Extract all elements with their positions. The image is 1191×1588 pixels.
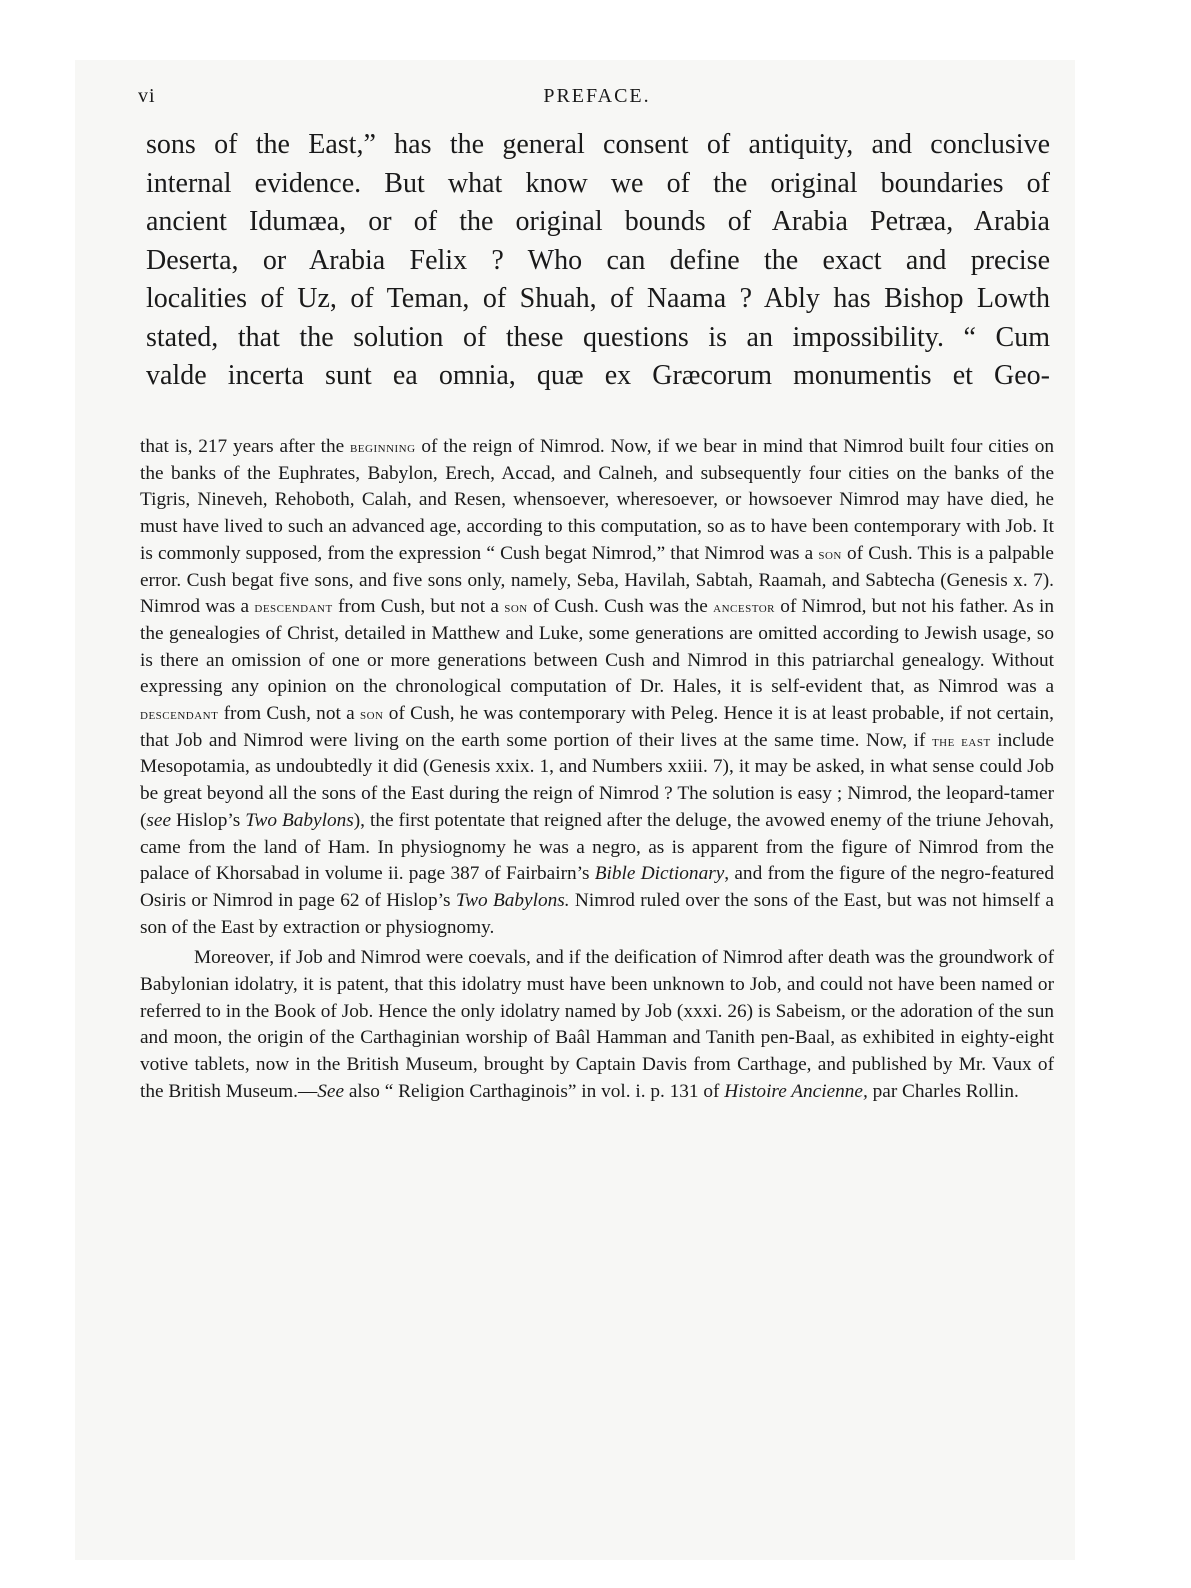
text-run: Hislop’s	[171, 809, 246, 831]
main-text-line: localities of Uz, of Teman, of Shuah, of Naama ? Ably has Bishop Lowth	[146, 283, 1050, 314]
small-caps-run: the east	[931, 730, 991, 750]
running-head	[138, 85, 1056, 111]
text-run: , and from the figure of the negro-featured Osiris or Nimrod in page 62 of Hislop’s	[140, 863, 1054, 911]
italic-run: Two Babylons.	[455, 889, 570, 911]
main-text-line: sons of the East,” has the general consent of antiquity, and conclusive	[146, 129, 1050, 160]
italic-run: Bible Dictionary	[594, 863, 725, 885]
footnote	[140, 434, 1054, 1106]
italic-run: Histoire Ancienne,	[724, 1080, 868, 1102]
main-text-line: internal evidence. But what know we of the original boundaries of	[146, 167, 1050, 199]
text-run: of Cush, he was contemporary with Peleg. Hence it is at least probable, if not certain, that Job and Nimrod were living on the earth some portion of their lives at the same time. Now, if	[140, 703, 1054, 751]
text-run: Moreover, if Job and Nimrod were coevals, and if the deification of Nimrod after death was the groundwork of Babylonian idolatry, it is patent, that this idolatry must have been unknown to Job, and could not have been named or referred to in the Book of Job. Hence the only idolatry named by Job (xxxi. 26) is Sabeism, or the adoration of the sun and moon, the origin of the Carthaginian worship of Baâl Hamman and Tanith pen-Baal, as exhibited in eighty-eight votive tablets, now in the British Museum, brought by Captain Davis from Carthage, and published by Mr. Vaux of the British Museum.—	[140, 947, 1054, 1102]
text-run: of Cush. This is a palpable error. Cush begat five sons, and five sons only, namely, Seba, Havilah, Sabtah, Raamah, and Sabtecha (Genesis x. 7). Nimrod was a	[140, 542, 1054, 618]
main-text-line: ancient Idumæa, or of the original bounds of Arabia Petræa, Arabia	[146, 206, 1050, 237]
text-run: from Cush, but not a	[332, 596, 505, 618]
main-text-line: valde incerta sunt ea omnia, quæ ex Græcorum monumentis et Geo-	[146, 360, 1050, 391]
small-caps-run: son	[818, 543, 842, 563]
page-number: vi	[138, 85, 156, 107]
text-run: par Charles Rollin.	[867, 1080, 1019, 1102]
text-run: ), the first potentate that reigned after the deluge, the avowed enemy of the triune Jehovah, came from the land of Ham. In physiognomy he was a negro, as is apparent from the figure of Nimrod from the palace of Khorsabad in volume ii. page 387 of Fairbairn’s	[140, 809, 1054, 885]
text-run: include Mesopotamia, as undoubtedly it did (Genesis xxix. 1, and Numbers xxiii. 7), it may be asked, in what sense could Job be great beyond all the sons of the East during the reign of Nimrod ? The solution is easy ; Nimrod, the leopard-tamer (	[140, 729, 1055, 831]
italic-run: see	[146, 809, 172, 831]
main-text-line: stated, that the solution of these questions is an impossibility. “ Cum	[146, 321, 1050, 353]
small-caps-run: son	[359, 704, 384, 724]
small-caps-run: beginning	[349, 437, 416, 456]
text-run: Nimrod ruled over the sons of the East, but was not himself a son of the East by extraction or physiognomy.	[140, 889, 1054, 938]
main-text	[146, 126, 1050, 396]
italic-run: Two Babylons	[245, 809, 354, 831]
footnote-paragraph-2	[140, 945, 1054, 1105]
small-caps-run: descendant	[140, 704, 219, 724]
footnote-paragraph-1	[140, 434, 1054, 941]
text-run: also “ Religion Carthaginois” in vol. i. p. 131 of	[344, 1080, 725, 1102]
text-run: of Nimrod, but not his father. As in the genealogies of Christ, detailed in Matthew and Luke, some generations are omitted according to Jewish usage, so is there an omission of one or more generations between Cush and Nimrod in this patriarchal genealogy. Without expressing any opinion on the chronological computation of Dr. Hales, it is self-evident that, as Nimrod was a	[140, 596, 1054, 698]
running-title: PREFACE.	[543, 85, 651, 107]
main-text-line: Deserta, or Arabia Felix ? Who can define the exact and precise	[146, 244, 1050, 276]
text-run: that is, 217 years after the	[140, 436, 350, 457]
small-caps-run: ancestor	[713, 597, 776, 617]
text-run: of Cush. Cush was the	[527, 596, 714, 618]
small-caps-run: son	[504, 597, 528, 617]
small-caps-run: descendant	[254, 597, 333, 617]
text-run: from Cush, not a	[218, 703, 360, 725]
text-run: of the reign of Nimrod. Now, if we bear in mind that Nimrod built four cities on the banks of the Euphrates, Babylon, Erech, Accad, and Calneh, and subsequently four cities on the banks of the Tigris, Nineveh, Rehoboth, Calah, and Resen, whensoever, wheresoever, or howsoever Nimrod may have died, he must have lived to such an advanced age, according to this computation, so as to have been contemporary with Job. It is commonly supposed, from the expression “ Cush begat Nimrod,” that Nimrod was a	[140, 436, 1054, 564]
italic-run: See	[317, 1080, 345, 1102]
